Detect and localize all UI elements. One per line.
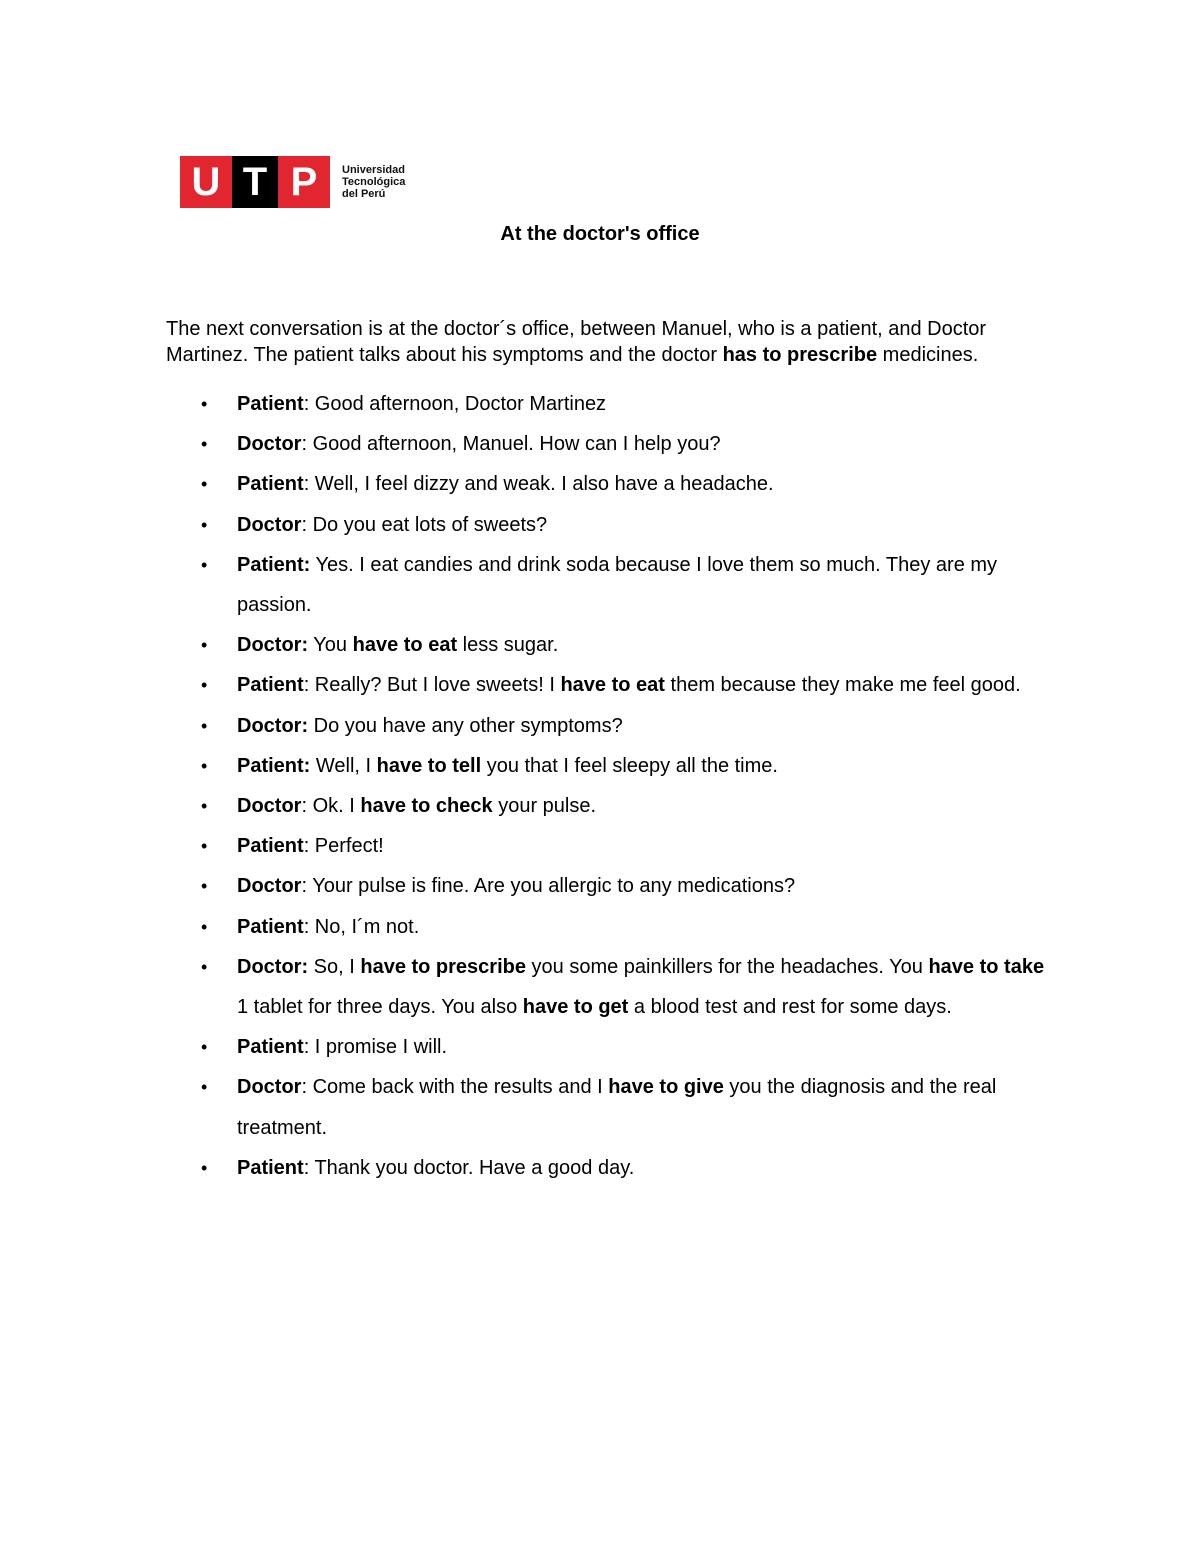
bullet-icon: • [201, 956, 208, 977]
text-run: : Thank you doctor. Have a good day. [303, 1156, 635, 1179]
bullet-icon: • [201, 434, 208, 455]
text-run: : Perfect! [303, 835, 384, 858]
bold-text: have to eat [560, 674, 665, 697]
text-run: your pulse. [492, 795, 597, 818]
text-run: : Good afternoon, Manuel. How can I help you? [301, 433, 721, 456]
text-run: Yes. I eat candies and drink soda because I love them so much. They are my passion. [237, 553, 998, 617]
bold-text: Patient: [237, 754, 311, 777]
bold-text: have to prescribe [360, 955, 526, 978]
dialogue-item [166, 947, 1046, 1027]
bullet-icon: • [201, 675, 208, 696]
bullet-icon: • [201, 635, 208, 656]
bullet-icon: • [201, 1157, 208, 1178]
bullet-icon: • [201, 836, 208, 857]
text-run: : Your pulse is fine. Are you allergic to any medications? [301, 875, 796, 898]
bold-text: Patient [237, 473, 304, 496]
bullet-icon: • [201, 1077, 208, 1098]
text-run: you some painkillers for the headaches. You [525, 955, 929, 978]
bold-text: have to eat [352, 634, 458, 657]
text-run: 1 tablet for three days. You also [237, 996, 523, 1019]
text-run: Do you have any other symptoms? [308, 714, 623, 737]
dialogue-item [166, 384, 1046, 424]
bold-text: Doctor [237, 433, 302, 456]
bold-text: Doctor [237, 795, 302, 818]
bold-text: have to give [608, 1076, 724, 1099]
dialogue-item [166, 866, 1046, 906]
bold-text: Doctor [237, 513, 302, 536]
bold-text: Doctor: [237, 634, 309, 657]
text-run: The next conversation is at the doctor´s office, between Manuel, who is a patient, and Doctor Martinez. The patient talks about his symptoms and the doctor [166, 318, 987, 366]
bold-text: have to tell [376, 754, 482, 777]
text-run: : Come back with the results and I [301, 1076, 609, 1099]
bullet-icon: • [201, 394, 208, 414]
dialogue-item [166, 464, 1046, 504]
bold-text: have to get [522, 996, 629, 1019]
document-title: At the doctor's office [500, 223, 700, 245]
bullet-icon: • [201, 715, 208, 736]
logo-letter-p: P [278, 156, 330, 208]
logo-text-line: del Perú [342, 188, 386, 200]
utp-logo [180, 156, 405, 208]
bold-text: Doctor: [237, 955, 309, 978]
text-run: So, I [308, 955, 361, 978]
dialogue-item [166, 625, 1046, 665]
dialogue-item [166, 786, 1046, 826]
text-run: : Do you eat lots of sweets? [301, 513, 548, 536]
text-run: less sugar. [457, 634, 559, 657]
text-run: : Really? But I love sweets! I [303, 674, 561, 697]
bold-text: Doctor: [237, 714, 309, 737]
bold-text: Doctor [237, 1076, 302, 1099]
text-run: them because they make me feel good. [664, 674, 1021, 697]
bold-text: Patient [237, 393, 304, 415]
text-run: : Good afternoon, Doctor Martinez [303, 393, 607, 415]
bullet-icon: • [201, 876, 208, 897]
bold-text: have to check [360, 795, 493, 818]
bold-text: Patient: [237, 553, 311, 576]
dialogue-item [166, 826, 1046, 866]
text-run: you that I feel sleepy all the time. [481, 754, 778, 777]
bold-text: has to prescribe [722, 344, 878, 366]
text-run: You [308, 634, 353, 657]
bullet-icon: • [201, 474, 208, 495]
dialogue-item [166, 424, 1046, 464]
dialogue-item [166, 706, 1046, 746]
intro-paragraph [166, 316, 1046, 368]
text-run: medicines. [877, 344, 979, 366]
dialogue-item [166, 1067, 1046, 1147]
bullet-icon: • [201, 796, 208, 817]
dialogue-item [166, 1027, 1046, 1067]
logo-letter-t: T [232, 156, 278, 208]
bold-text: Doctor [237, 875, 302, 898]
bold-text: Patient [237, 835, 304, 858]
logo-wordmark [342, 164, 405, 200]
logo-text-line: Tecnológica [342, 176, 406, 188]
text-run: : Ok. I [301, 795, 361, 818]
text-run: you the diagnosis and the real treatment. [237, 1076, 997, 1139]
bold-text: Patient [237, 1156, 304, 1179]
logo-text-line: Universidad [342, 164, 405, 176]
text-run: a blood test and rest for some days. [628, 996, 952, 1019]
dialogue-item [166, 545, 1046, 625]
dialogue-item [166, 907, 1046, 947]
text-run: : No, I´m not. [303, 915, 420, 938]
bullet-icon: • [201, 554, 208, 575]
bullet-icon: • [201, 514, 208, 535]
bullet-icon: • [201, 1037, 208, 1058]
bold-text: Patient [237, 1036, 304, 1059]
text-run: Well, I [310, 754, 377, 777]
bullet-icon: • [201, 916, 208, 937]
bold-text: have to take [928, 955, 1045, 978]
text-run: : Well, I feel dizzy and weak. I also have a headache. [303, 473, 774, 496]
bullet-icon: • [201, 755, 208, 776]
dialogue-list [166, 384, 1046, 1188]
dialogue-item [166, 746, 1046, 786]
bold-text: Patient [237, 674, 304, 697]
dialogue-item [166, 1148, 1046, 1188]
logo-letter-u: U [180, 156, 232, 208]
dialogue-item [166, 665, 1046, 705]
text-run: : I promise I will. [303, 1036, 448, 1059]
bold-text: Patient [237, 915, 304, 938]
dialogue-item [166, 505, 1046, 545]
